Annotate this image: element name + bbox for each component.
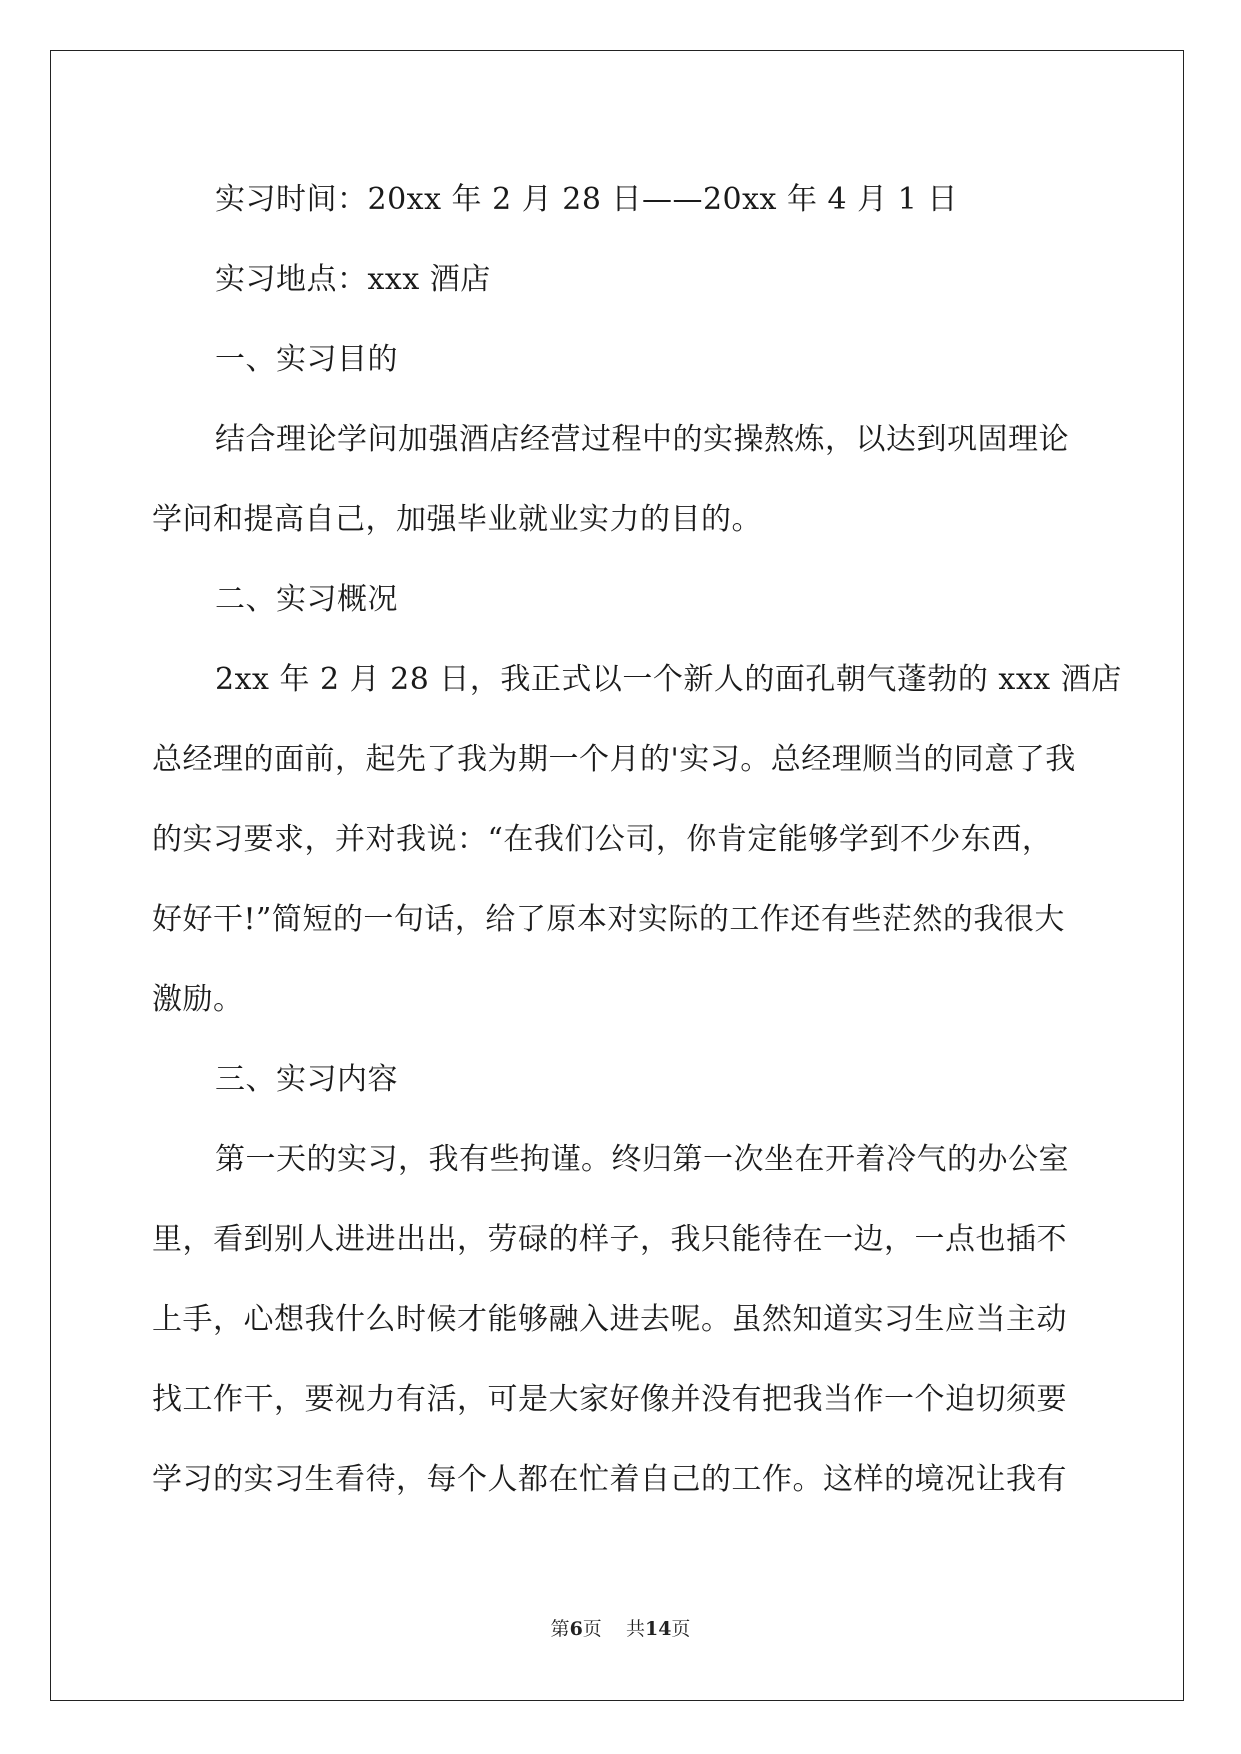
paragraph-line: 学习的实习生看待，每个人都在忙着自己的工作。这样的境况让我有	[152, 1462, 1067, 1497]
paragraph-line: 上手，心想我什么时候才能够融入进去呢。虽然知道实习生应当主动	[152, 1302, 1067, 1337]
paragraph-line: 第一天的实习，我有些拘谨。终归第一次坐在开着冷气的办公室	[215, 1142, 1069, 1177]
current-page-number: 6	[569, 1618, 583, 1640]
footer-suffix: 页	[671, 1618, 691, 1640]
document-body	[152, 160, 1122, 1520]
footer-prefix: 第	[550, 1618, 570, 1640]
paragraph-line: 结合理论学问加强酒店经营过程中的实操熬炼，以达到巩固理论	[215, 422, 1069, 457]
paragraph-line: 2xx 年 2 月 28 日，我正式以一个新人的面孔朝气蓬勃的 xxx 酒店	[215, 662, 1122, 697]
paragraph-line: 找工作干，要视力有活，可是大家好像并没有把我当作一个迫切须要	[152, 1382, 1067, 1417]
internship-time: 实习时间：20xx 年 2 月 28 日——20xx 年 4 月 1 日	[215, 182, 958, 217]
footer-mid: 页 共	[582, 1618, 645, 1640]
paragraph-line: 里，看到别人进进出出，劳碌的样子，我只能待在一边，一点也插不	[152, 1222, 1067, 1257]
section-heading-content: 三、实习内容	[215, 1062, 398, 1097]
paragraph-line: 好好干!”简短的一句话，给了原本对实际的工作还有些茫然的我很大	[152, 902, 1065, 937]
section-heading-overview: 二、实习概况	[215, 582, 398, 617]
internship-location: 实习地点：xxx 酒店	[215, 262, 491, 297]
paragraph-line: 的实习要求，并对我说：“在我们公司，你肯定能够学到不少东西，	[152, 822, 1053, 857]
total-page-count: 14	[644, 1618, 672, 1640]
page-footer	[0, 1614, 1241, 1641]
paragraph-line: 激励。	[152, 982, 244, 1017]
paragraph-line: 学问和提高自己，加强毕业就业实力的目的。	[152, 502, 762, 537]
paragraph-line: 总经理的面前，起先了我为期一个月的'实习。总经理顺当的同意了我	[152, 742, 1076, 777]
section-heading-purpose: 一、实习目的	[215, 342, 398, 377]
